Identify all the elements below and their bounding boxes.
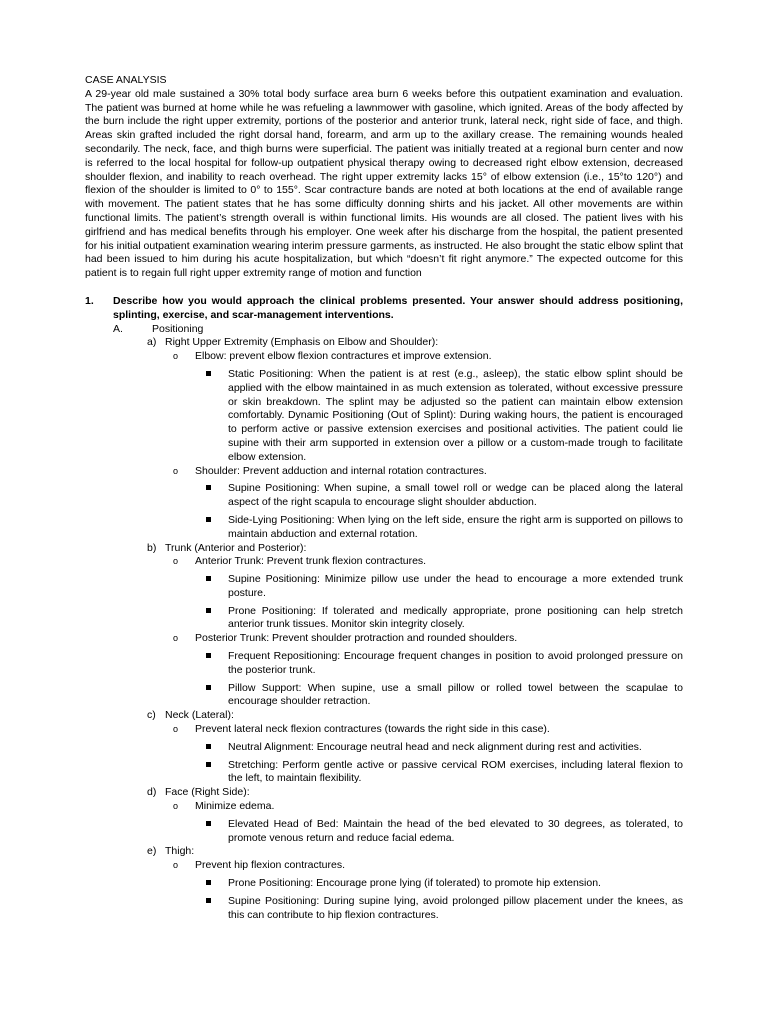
- subsection: [85, 336, 683, 350]
- outline-item: [85, 465, 683, 479]
- square-bullet-icon: [206, 898, 211, 903]
- outline-item-text: Prevent hip flexion contractures.: [195, 859, 345, 872]
- detail-bullet: [85, 818, 683, 846]
- subsection-label: Thigh:: [165, 845, 195, 858]
- square-bullet-icon: [206, 371, 211, 376]
- detail-bullet: [85, 895, 683, 923]
- square-bullet-icon: [206, 653, 211, 658]
- detail-bullet-text: Supine Positioning: When supine, a small towel roll or wedge can be placed along the lateral aspect of the right scapula to encourage slight shoulder abduction.: [228, 482, 683, 509]
- subsection: [85, 542, 683, 556]
- circle-bullet-icon: o: [173, 351, 179, 362]
- subsection-letter: c): [147, 709, 156, 722]
- subsection: [85, 786, 683, 800]
- detail-bullet: [85, 877, 683, 891]
- detail-bullet-text: Elevated Head of Bed: Maintain the head of the bed elevated to 30 degrees, as tolerated, to promote venous return and reduce facial edema.: [228, 817, 683, 844]
- outline-item-text: Minimize edema.: [195, 800, 275, 813]
- outline-item: [85, 555, 683, 569]
- subsection-letter: e): [147, 845, 157, 858]
- outline-item: [85, 800, 683, 814]
- subsection-label: Neck (Lateral):: [165, 709, 234, 722]
- detail-bullet: [85, 682, 683, 710]
- detail-bullet: [85, 650, 683, 678]
- detail-bullet-text: Supine Positioning: Minimize pillow use under the head to encourage a more extended trunk posture.: [228, 573, 683, 599]
- outline-item: [85, 632, 683, 646]
- square-bullet-icon: [206, 821, 211, 826]
- outline-item-text: Elbow: prevent elbow flexion contractures et improve extension.: [195, 350, 492, 363]
- circle-bullet-icon: o: [173, 556, 179, 567]
- detail-bullet-text: Prone Positioning: Encourage prone lying (if tolerated) to promote hip extension.: [228, 877, 601, 890]
- question-text: Describe how you would approach the clinical problems presented. Your answer should address positioning, splinting, exercise, and scar-management interventions.: [113, 294, 683, 321]
- square-bullet-icon: [206, 762, 211, 767]
- detail-bullet-text: Static Positioning: When the patient is at rest (e.g., asleep), the static elbow splint should be applied with the elbow maintained in as much extension as tolerated, without excessive pressure or skin breakdown. The splint may be adjusted so the patient can maintain elbow extension comfortably. Dynamic Positioning (Out of Splint): During waking hours, the patient is encouraged to perform active or passive extension exercises and positional activities. The patient could lie supine with their arm supported in extension over a pillow or a custom-made trough to facilitate elbow extension.: [228, 367, 683, 463]
- subsection-letter: b): [147, 541, 157, 554]
- square-bullet-icon: [206, 485, 211, 490]
- outline-item-text: Prevent lateral neck flexion contractures (towards the right side in this case).: [195, 723, 550, 736]
- subsection-label: Face (Right Side):: [165, 786, 250, 799]
- question-1: [85, 295, 683, 323]
- circle-bullet-icon: o: [173, 801, 179, 812]
- subsection: [85, 845, 683, 859]
- detail-bullet-text: Side-Lying Positioning: When lying on the left side, ensure the right arm is supported on pillows to maintain abduction and external rotation.: [228, 513, 683, 540]
- outline-item: [85, 723, 683, 737]
- square-bullet-icon: [206, 517, 211, 522]
- outline-item: [85, 859, 683, 873]
- case-paragraph: A 29-year old male sustained a 30% total body surface area burn 6 weeks before this outpatient examination and evaluation. The patient was burned at home while he was refueling a lawnmower with gasoline, which ignited. Areas of the body affected by the burn include the right upper extremity, portions of the posterior and anterior trunk, lateral neck, right side of face, and thigh. Areas skin grafted included the right dorsal hand, forearm, and arm up to the axillary crease. The remaining wounds healed secondarily. The neck, face, and thigh burns were superficial. The patient was initially treated at a regional burn center and now is referred to the local hospital for follow-up outpatient physical therapy owing to decreased right elbow extension, decreased shoulder flexion, and inability to reach overhead. The right upper extremity lacks 15° of elbow extension (i.e., 15°to 120°) and flexion of the shoulder is limited to 0° to 155°. Scar contracture bands are noted at both locations at the end of available range with movement. The patient states that he has some difficulty donning shirts and his jacket. All other movements are within functional limits. The patient’s strength overall is within functional limits. His wounds are all closed. The patient lives with his girlfriend and has medical benefits through his employer. One week after his discharge from the hospital, the patient presented for his initial outpatient examination wearing interim pressure garments, as instructed. He also brought the static elbow splint that had been issued to him during his acute hospitalization, but which “doesn’t fit right anymore.” The expected outcome for this patient is to regain full right upper extremity range of motion and function: [85, 87, 683, 280]
- square-bullet-icon: [206, 744, 211, 749]
- outline-item: [85, 350, 683, 364]
- detail-bullet-text: Prone Positioning: If tolerated and medically appropriate, prone positioning can help stretch anterior trunk tissues. Monitor skin integrity closely.: [228, 604, 683, 631]
- square-bullet-icon: [206, 685, 211, 690]
- detail-bullet: [85, 514, 683, 542]
- outline-item-text: Shoulder: Prevent adduction and internal rotation contractures.: [195, 464, 487, 477]
- question-number: 1.: [85, 294, 94, 307]
- positioning-outline: [85, 336, 683, 922]
- section-label: Positioning: [152, 322, 204, 335]
- detail-bullet: [85, 605, 683, 633]
- detail-bullet: [85, 573, 683, 601]
- detail-bullet-text: Neutral Alignment: Encourage neutral head and neck alignment during rest and activities.: [228, 740, 642, 753]
- square-bullet-icon: [206, 576, 211, 581]
- case-analysis-title: CASE ANALYSIS: [85, 74, 167, 86]
- detail-bullet: [85, 482, 683, 510]
- outline-item-text: Posterior Trunk: Prevent shoulder protraction and rounded shoulders.: [195, 632, 518, 645]
- square-bullet-icon: [206, 608, 211, 613]
- subsection-label: Right Upper Extremity (Emphasis on Elbow and Shoulder):: [165, 336, 439, 349]
- outline-item-text: Anterior Trunk: Prevent trunk flexion contractures.: [195, 555, 427, 568]
- document-page: [85, 74, 683, 922]
- detail-bullet-text: Stretching: Perform gentle active or passive cervical ROM exercises, including lateral flexion to the left, to maintain flexibility.: [228, 758, 683, 785]
- detail-bullet: [85, 368, 683, 465]
- section-a: [85, 323, 683, 337]
- subsection-letter: a): [147, 336, 157, 349]
- detail-bullet: [85, 759, 683, 787]
- section-letter: A.: [113, 322, 123, 335]
- subsection: [85, 709, 683, 723]
- circle-bullet-icon: o: [173, 860, 179, 871]
- detail-bullet-text: Pillow Support: When supine, use a small pillow or rolled towel between the scapulae to encourage shoulder retraction.: [228, 681, 683, 708]
- circle-bullet-icon: o: [173, 465, 179, 476]
- subsection-label: Trunk (Anterior and Posterior):: [165, 541, 307, 554]
- circle-bullet-icon: o: [173, 633, 179, 644]
- detail-bullet-text: Frequent Repositioning: Encourage frequent changes in position to avoid prolonged pressure on the posterior trunk.: [228, 650, 683, 676]
- square-bullet-icon: [206, 880, 211, 885]
- detail-bullet-text: Supine Positioning: During supine lying, avoid prolonged pillow placement under the knees, as this can contribute to hip flexion contractures.: [228, 894, 683, 921]
- subsection-letter: d): [147, 786, 157, 799]
- detail-bullet: [85, 741, 683, 755]
- circle-bullet-icon: o: [173, 724, 179, 735]
